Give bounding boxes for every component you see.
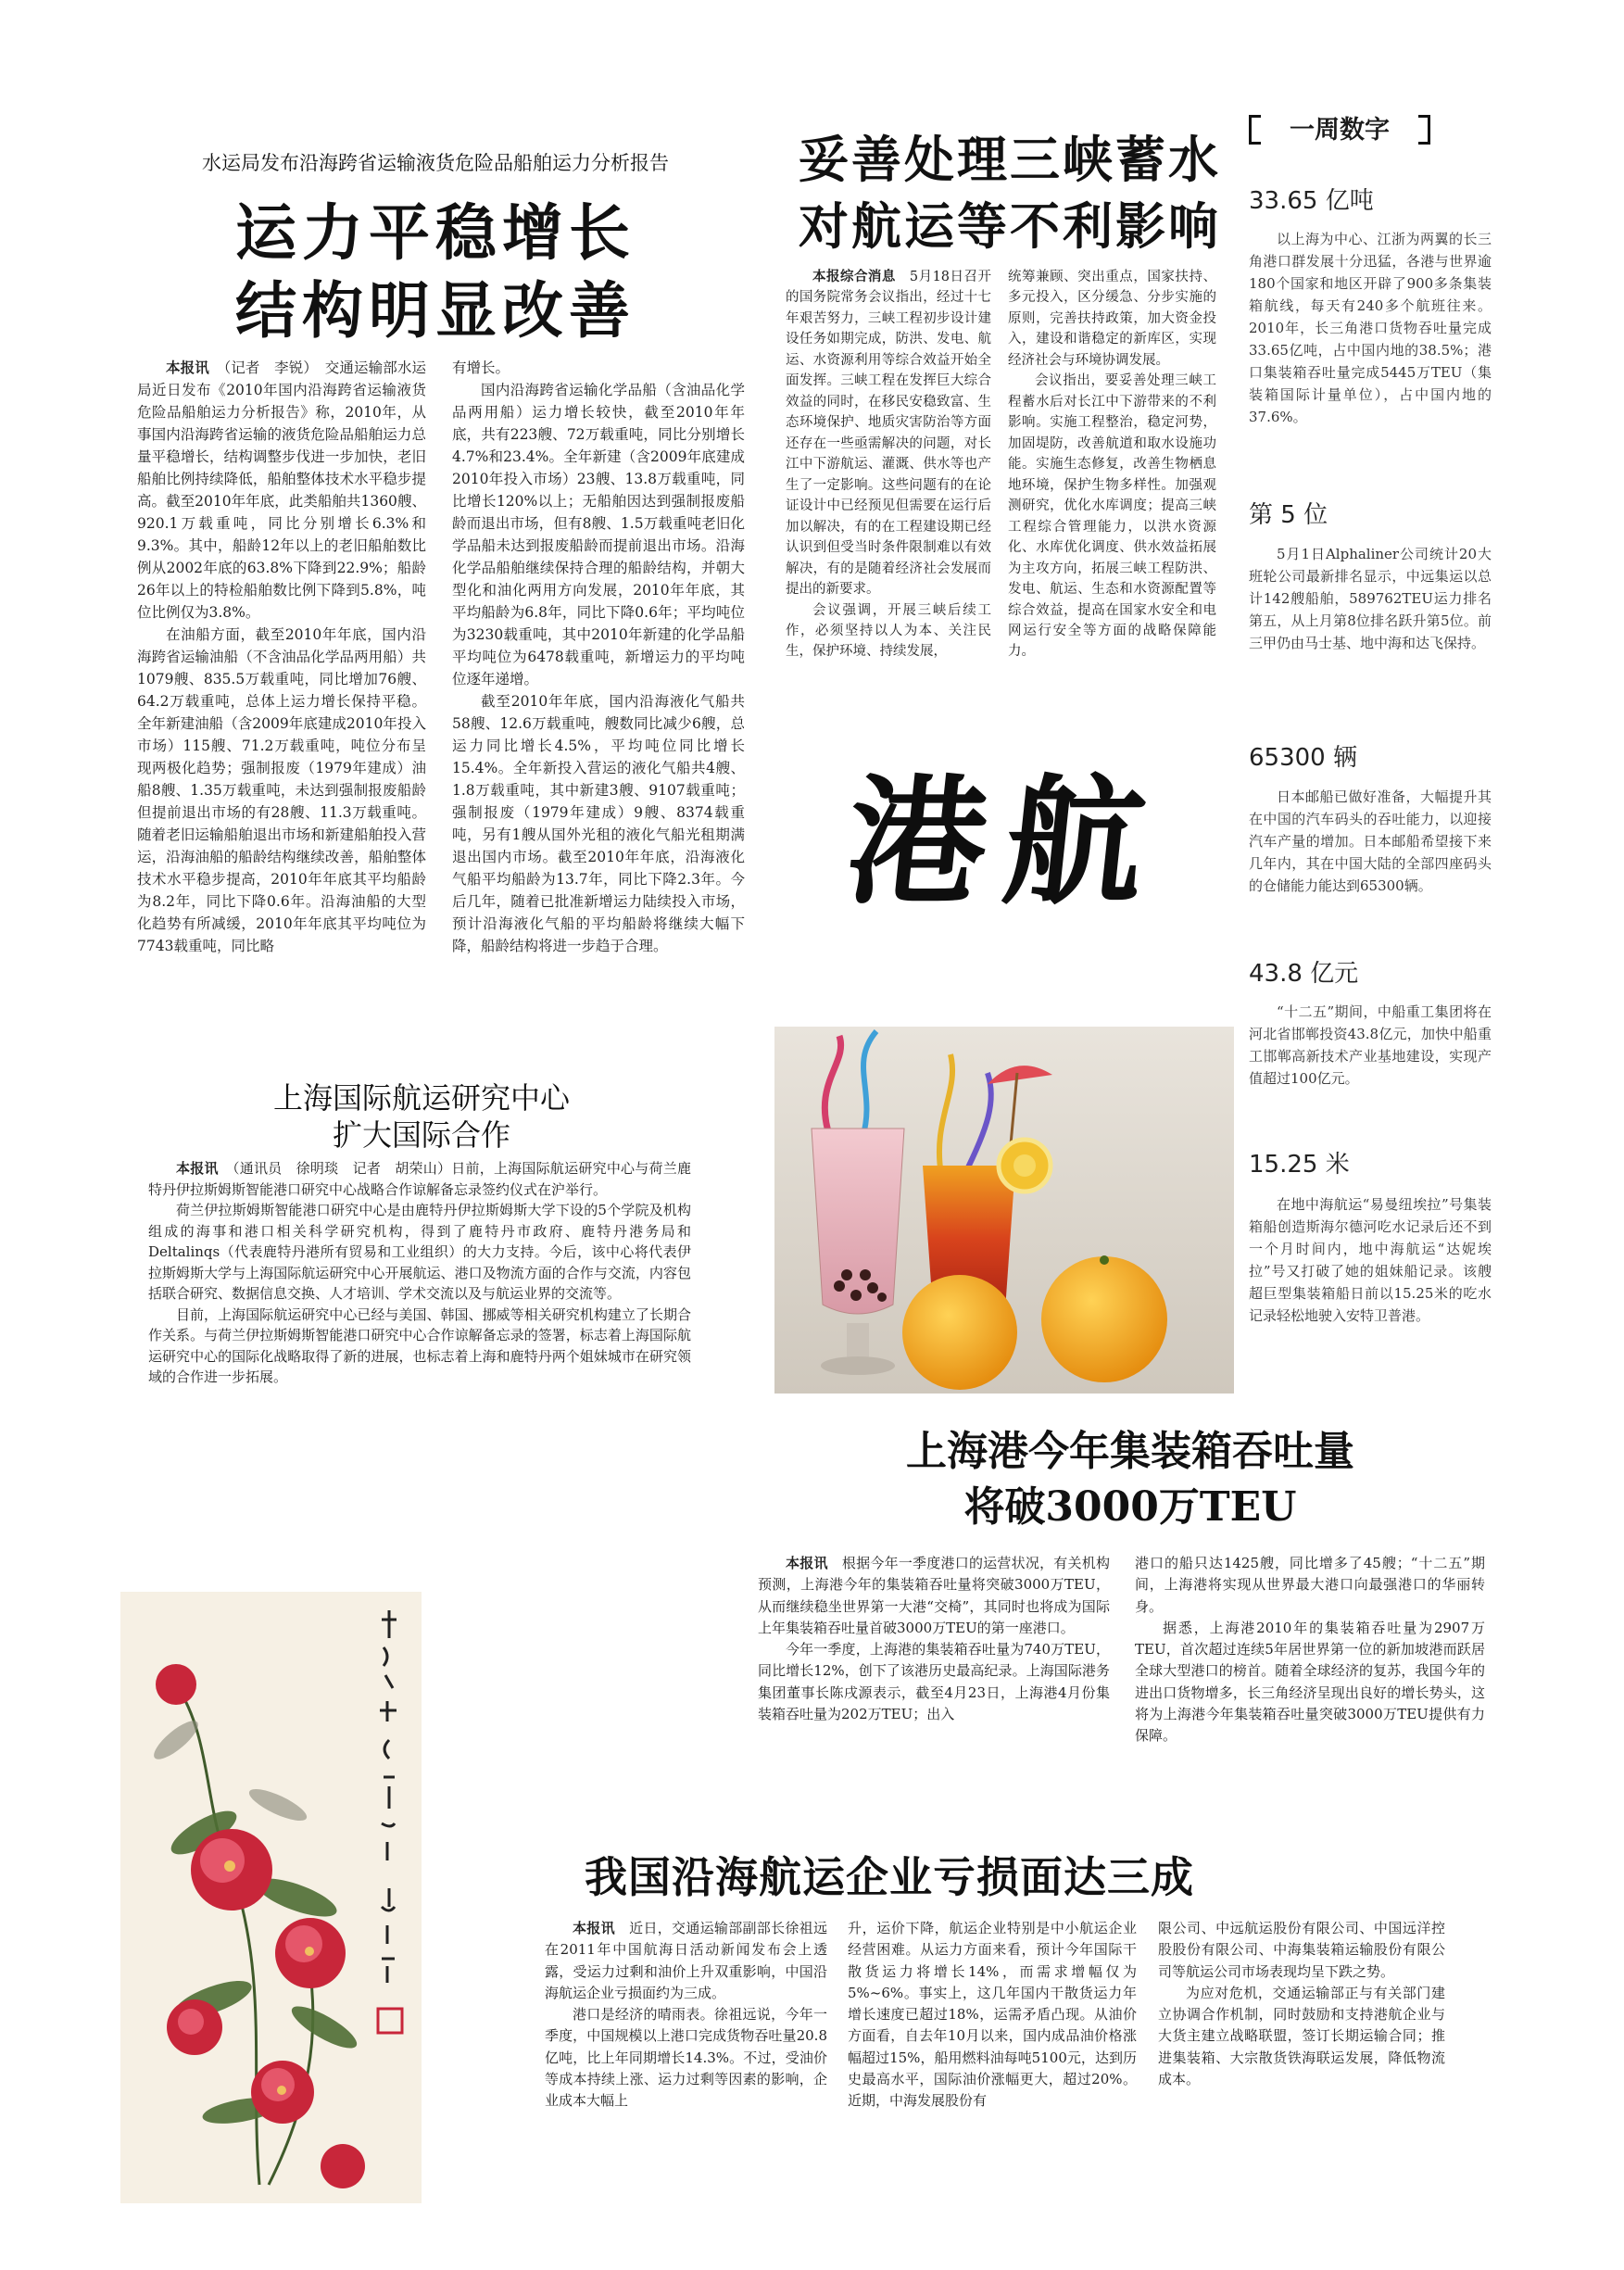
article3-para: 荷兰伊拉斯姆斯智能港口研究中心是由鹿特丹伊拉斯姆斯大学下设的5个学院及机构组成的海事和港口相关科学研究机构，得到了鹿特丹市政府、鹿特丹港务局和Deltalinqs（代表鹿特丹港所有贸易和工业组织）的大力支持。今后，该中心将代表伊拉斯姆斯大学与上海国际航运研究中心开展航运、港口及物流方面的合作与交流，内容包括联合研究、数据信息交换、人才培训、学术交流以及与航运业界的交流等。 <box>148 1202 691 1302</box>
article1-para: 在油船方面，截至2010年年底，国内沿海跨省运输油船（不含油品化学品两用船）共1079艘、835.5万载重吨，同比增加76艘、64.2万载重吨，总体上运力增长保持平稳。全年新建油船（含2009年底建成2010年投入市场）115艘、71.2万载重吨，吨位分布呈现两极化趋势；强制报废（1979年建成）油船8艘、1.35万载重吨，未达到强制报废船龄但提前退出市场的有28艘、11.3万载重吨。随着老旧运输船舶退出市场和新建船舶投入营运，沿海油船的船龄结构继续改善，船舶整体技术水平稳步提高，2010年年底其平均船龄为8.2年，同比下降0.6年。沿海油船的大型化趋势有所减缓，2010年年底其平均吨位为7743载重吨，同比略 <box>137 626 426 955</box>
week-text: 在地中海航运“易曼纽埃拉”号集装箱船创造斯海尔德河吃水记录后还不到一个月时间内，地中海航运“达妮埃拉”号又打破了她的姐妹船记录。该艘超巨型集装箱船日前以15.25米的吃水记录轻松地驶入安特卫普港。 <box>1249 1196 1492 1324</box>
article5-col-c <box>1158 1918 1445 2090</box>
article2-title-line1: 妥善处理三峡蓄水 <box>799 131 1221 189</box>
article2-col-a <box>786 267 991 662</box>
drinks-illustration <box>774 1027 1234 1394</box>
article5-title: 我国沿海航运企业亏损面达三成 <box>585 1852 1194 1902</box>
week-text-3 <box>1249 786 1492 897</box>
article5-lead: 本报讯 <box>573 1920 615 1936</box>
article1-title-line2: 结构明显改善 <box>235 275 636 347</box>
article3-para: 目前，上海国际航运研究中心已经与美国、韩国、挪威等相关研究机构建立了长期合作关系。与荷兰伊拉斯姆斯智能港口研究中心合作谅解备忘录的签署，标志着上海国际航运研究中心的国际化战略取得了新的进展，也标志着上海和鹿特丹两个姐妹城市在研究领域的合作进一步拓展。 <box>148 1305 691 1385</box>
article1-col-a <box>137 357 426 957</box>
week-num-2: 第 5 位 <box>1249 501 1328 529</box>
article2-col-b <box>1008 267 1216 662</box>
article1-col-b <box>452 357 745 957</box>
article1-para: 国内沿海跨省运输化学品船（含油品化学品两用船）运力增长较快，截至2010年年底，共有223艘、72万载重吨，同比分别增长4.7%和23.4%。全年新建（含2009年底建成2010年投入市场）23艘、13.8万载重吨，同比增长120%以上；无船舶因达到强制报废船龄而退出市场，但有8艘、1.5万载重吨老旧化学品船未达到报废船龄而提前退出市场。沿海化学品船舶继续保持合理的船龄结构，并朝大型化和油化两用方向发展，2010年年底，其平均船龄为6.8年，同比下降0.6年；平均吨位为3230载重吨，其中2010年新建的化学品船平均吨位为6478载重吨，新增运力的平均吨位逐年递增。 <box>452 382 745 688</box>
week-text-1 <box>1249 228 1492 428</box>
article4-title-line2: 将破3000万TEU <box>963 1483 1297 1531</box>
week-text: “十二五”期间，中船重工集团将在河北省邯郸投资43.8亿元，加快中船重工邯郸高新技术产业基地建设，实现产值超过100亿元。 <box>1249 1003 1492 1087</box>
weekly-numbers-header <box>1249 109 1430 146</box>
article5-col-a <box>545 1918 827 2112</box>
article4-para: 港口的船只达1425艘，同比增多了45艘；“十二五”期间，上海港将实现从世界最大港口向最强港口的华丽转身。 <box>1135 1555 1485 1615</box>
article3-para: 日前，上海国际航运研究中心与荷兰鹿特丹伊拉斯姆斯智能港口研究中心战略合作谅解备忘录签约仪式在沪举行。 <box>148 1160 691 1198</box>
article2-para: 会议指出，要妥善处理三峡工程蓄水后对长江中下游带来的不利影响。实施工程整治，稳定河势，加固堤防，改善航道和取水设施功能。实施生态修复，改善生物栖息地环境，保护生物多样性。加强观测研究，优化水库调度；提高三峡工程综合管理能力，以洪水资源化、水库优化调度、供水效益拓展为主攻方向，拓展三峡工程防洪、发电、航运、生态和水资源配置等综合效益，提高在国家水安全和电网运行安全等方面的战略保障能力。 <box>1008 373 1216 660</box>
article2-title-line2: 对航运等不利影响 <box>799 197 1221 256</box>
article4-lead: 本报讯 <box>786 1555 828 1571</box>
article5-para: 为应对危机，交通运输部正与有关部门建立协调合作机制，同时鼓励和支持港航企业与大货主建立战略联盟，签订长期运输合同；推进集装箱、大宗散货铁海联运发展，降低物流成本。 <box>1158 1984 1445 2087</box>
article1-para: 截至2010年年底，国内沿海液化气船共58艘、12.6万载重吨，艘数同比减少6艘，总运力同比增长4.5%，平均吨位同比增长15.4%。全年新投入营运的液化气船共4艘、1.8万载重吨，其中新建3艘、9107载重吨；强制报废（1979年建成）9艘、8374载重吨，另有1艘从国外光租的液化气船光租期满退出国内市场。截至2010年年底，沿海液化气船平均船龄为13.7年，同比下降2.3年。今后几年，随着已批准新增运力陆续投入市场，预计沿海液化气船的平均船龄将继续大幅下降，船龄结构将进一步趋于合理。 <box>452 693 745 955</box>
week-num-4: 43.8 亿元 <box>1249 960 1359 988</box>
week-text-4 <box>1249 1001 1492 1090</box>
article5-col-b <box>848 1918 1137 2112</box>
week-num-3: 65300 辆 <box>1249 744 1357 772</box>
article3-body <box>148 1158 691 1388</box>
article5-para: 升，运价下降，航运企业特别是中小航运企业经营困难。从运力方面来看，预计今年国际干散货运力将增长14%，而需求增幅仅为5%~6%。事实上，这几年国内干散货运力年增长速度已超过18%，运需矛盾凸现。从油价方面看，自去年10月以来，国内成品油价格涨幅超过15%，船用燃料油每吨5100元，达到历史最高水平，国际油价涨幅更大，超过20%。近期，中海发展股份有 <box>848 1920 1137 2109</box>
weekly-numbers-title: 一周数字 <box>1290 116 1390 145</box>
article4-para: 今年一季度，上海港的集装箱吞吐量为740万TEU，同比增长12%，创下了该港历史最高纪录。上海国际港务集团董事长陈戌源表示，截至4月23日，上海港4月份集装箱吞吐量为202万TEU；出入 <box>758 1641 1110 1722</box>
article3-lead: 本报讯 <box>176 1160 219 1177</box>
article1-para: 有增长。 <box>452 359 510 376</box>
article1-kicker: 水运局发布沿海跨省运输液货危险品船舶运力分析报告 <box>202 152 669 174</box>
week-num-1: 33.65 亿吨 <box>1249 187 1374 215</box>
article5-para: 近日，交通运输部副部长徐祖远在2011年中国航海日活动新闻发布会上透露，受运力过剩和油价上升双重影响，中国沿海航运企业亏损面约为三成。 <box>545 1920 827 2001</box>
article4-col-b <box>1135 1553 1485 1747</box>
article5-para: 限公司、中远航运股份有限公司、中国远洋控股股份有限公司、中海集装箱运输股份有限公司等航运公司市场表现均呈下跌之势。 <box>1158 1920 1445 1980</box>
peony-painting <box>120 1592 422 2203</box>
article4-para: 据悉，上海港2010年的集装箱吞吐量为2907万TEU，首次超过连续5年居世界第一位的新加坡港而跃居全球大型港口的榜首。随着全球经济的复苏，我国今年的进出口货物增多，长三角经济呈现出良好的增长势头，这将为上海港今年集装箱吞吐量突破3000万TEU提供有力保障。 <box>1135 1619 1485 1744</box>
article1-para: 交通运输部水运局近日发布《2010年国内沿海跨省运输液货危险品船舶运力分析报告》称，2010年，从事国内沿海跨省运输的液货危险品船舶运力总量平稳增长，结构调整步伐进一步加快，老旧船舶比例持续降低，船舶整体技术水平稳步提高。截至2010年年底，此类船舶共1360艘、920.1万载重吨，同比分别增长6.3%和9.3%。其中，船龄12年以上的老旧船舶数比例从2002年底的63.8%下降到22.9%；船龄26年以上的特检船舶数比例下降到5.8%，吨位比例仅为3.8%。 <box>137 359 426 622</box>
article5-para: 港口是经济的晴雨表。徐祖远说，今年一季度，中国规模以上港口完成货物吞吐量20.8亿吨，比上年同期增长14.3%。不过，受油价等成本持续上涨、运力过剩等因素的影响，企业成本大幅上 <box>545 2006 827 2109</box>
peony-illustration <box>120 1592 422 2203</box>
article1-title-line1: 运力平稳增长 <box>235 197 636 269</box>
week-text: 日本邮船已做好准备，大幅提升其在中国的汽车码头的吞吐能力，以迎接汽车产量的增加。日本邮船希望接下来几年内，其在中国大陆的全部四座码头的仓储能力能达到65300辆。 <box>1249 788 1492 894</box>
week-text-2 <box>1249 543 1492 654</box>
article3-title-line2: 扩大国际合作 <box>332 1117 510 1153</box>
week-num-5: 15.25 米 <box>1249 1151 1350 1179</box>
article2-para: 5月18日召开的国务院常务会议指出，经过十七年艰苦努力，三峡工程初步设计建设任务如期完成，防洪、发电、航运、水资源利用等综合效益开始全面发挥。三峡工程在发挥巨大综合效益的同时，在移民安稳致富、生态环境保护、地质灾害防治等方面还存在一些亟需解决的问题，对长江中下游航运、灌溉、供水等也产生了一定影响。这些问题有的在论证设计中已经预见但需要在运行后加以解决，有的在工程建设期已经认识到但受当时条件限制难以有效解决，有的是随着经济社会发展而提出的新要求。 <box>786 270 991 598</box>
article4-title-line1: 上海港今年集装箱吞吐量 <box>906 1428 1354 1475</box>
week-text-5 <box>1249 1193 1492 1327</box>
article3-title-line1: 上海国际航运研究中心 <box>272 1080 570 1116</box>
article4-col-a <box>758 1553 1110 1725</box>
section-masthead-ganghang: 港航 <box>838 763 1172 924</box>
article2-para: 统筹兼顾、突出重点，国家扶持、多元投入，区分缓急、分步实施的原则，完善扶持政策，加大资金投入，建设和谐稳定的新库区，实现经济社会与环境协调发展。 <box>1008 270 1216 368</box>
article2-para: 会议强调，开展三峡后续工作，必须坚持以人为本、关注民生，保护环境、持续发展， <box>786 602 991 660</box>
article1-lead: 本报讯 <box>166 359 209 376</box>
week-text: 以上海为中心、江浙为两翼的长三角港口群发展十分迅猛，各港与世界逾180个国家和地区开辟了900多条集装箱航线，每天有240多个航班往来。2010年，长三角港口货物吞吐量完成33.65亿吨，占中国内地的38.5%；港口集装箱吞吐量完成5445万TEU（集装箱国际计量单位），占中国内地的37.6%。 <box>1249 231 1492 425</box>
drinks-photo <box>774 1027 1234 1394</box>
article2-lead: 本报综合消息 <box>812 270 896 284</box>
article1-byline: （记者 李锐） <box>223 359 311 376</box>
article3-byline: （通讯员 徐明琰 记者 胡荣山） <box>232 1160 452 1177</box>
week-text: 5月1日Alphaliner公司统计20大班轮公司最新排名显示，中远集运以总计142艘船舶，589762TEU运力排名第五，从上月第8位排名跃升第5位。前三甲仍由马士基、地中海和达飞保持。 <box>1249 546 1492 651</box>
article4-para: 根据今年一季度港口的运营状况，有关机构预测，上海港今年的集装箱吞吐量将突破3000万TEU，从而继续稳坐世界第一大港“交椅”，其同时也将成为国际上年集装箱吞吐量首破3000万TEU的第一座港口。 <box>758 1555 1110 1636</box>
